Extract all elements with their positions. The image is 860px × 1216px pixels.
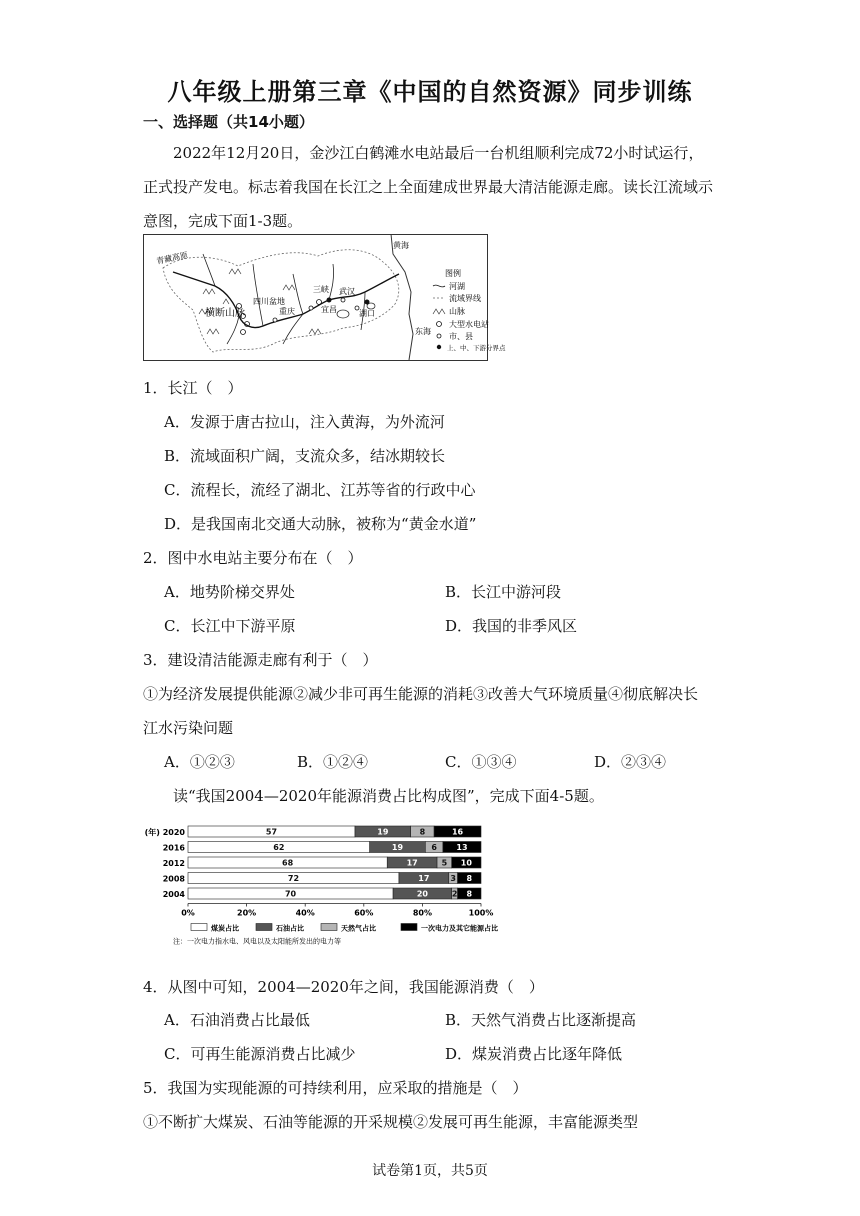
q1-option-d[interactable]: D．是我国南北交通大动脉，被称为“黄金水道” bbox=[164, 515, 477, 533]
bar-data-label: 62 bbox=[273, 843, 285, 852]
legend-swatch bbox=[256, 924, 272, 931]
map-legend-divider: 上、中、下游分界点 bbox=[447, 344, 506, 352]
q5-statement-line-1: ①不断扩大煤炭、石油等能源的开采规模②发展可再生能源，丰富能源类型 bbox=[143, 1113, 639, 1131]
energy-consumption-chart bbox=[143, 822, 498, 960]
legend-label: 一次电力及其它能源占比 bbox=[421, 924, 498, 933]
x-tick-label: 40% bbox=[295, 908, 315, 918]
q2-option-d[interactable]: D．我国的非季风区 bbox=[445, 617, 578, 635]
map-legend-mountain: 山脉 bbox=[449, 307, 465, 316]
q3-statement-line-1: ①为经济发展提供能源②减少非可再生能源的消耗③改善大气环境质量④彻底解决长 bbox=[143, 685, 699, 703]
bar-data-label: 57 bbox=[265, 827, 278, 837]
bar-data-label: 8 bbox=[466, 874, 473, 883]
chart-note: 注：一次电力指水电、风电以及太阳能所发出的电力等 bbox=[173, 937, 341, 946]
q2-option-a[interactable]: A．地势阶梯交界处 bbox=[164, 583, 295, 601]
map-label-yichang: 宜昌 bbox=[321, 305, 337, 314]
bar-data-label: 8 bbox=[466, 889, 473, 899]
intro-line-2: 正式投产发电。标志着我国在长江之上全面建成世界最大清洁能源走廊。读长江流域示 bbox=[143, 178, 714, 196]
year-tick-label: 2012 bbox=[162, 859, 185, 868]
q1-stem: 1．长江（ ） bbox=[143, 379, 243, 397]
map-label-huanghai: 黄海 bbox=[393, 241, 409, 250]
bar-data-label: 8 bbox=[419, 827, 426, 837]
q2-stem: 2．图中水电站主要分布在（ ） bbox=[143, 549, 363, 567]
yangtze-basin-map bbox=[143, 234, 506, 361]
q1-option-c[interactable]: C．流程长，流经了湖北、江苏等省的行政中心 bbox=[164, 481, 476, 499]
map-label-donghai: 东海 bbox=[415, 327, 431, 336]
bar-data-label: 16 bbox=[451, 827, 464, 837]
bar-data-label: 19 bbox=[377, 827, 389, 837]
bar-data-label: 13 bbox=[456, 843, 468, 852]
section-heading: 一、选择题（共14小题） bbox=[143, 113, 314, 131]
q3-option-b[interactable]: B．①②④ bbox=[297, 753, 369, 771]
year-tick-label: 2008 bbox=[162, 874, 185, 884]
q1-option-b[interactable]: B．流域面积广阔，支流众多，结冰期较长 bbox=[164, 447, 446, 465]
year-tick-label: 2016 bbox=[162, 843, 185, 853]
map-label-sichuan: 四川盆地 bbox=[253, 297, 285, 306]
x-tick-label: 100% bbox=[468, 908, 494, 918]
intro-line-1: 2022年12月20日，金沙江白鹤滩水电站最后一台机组顺利完成72小时试运行， bbox=[173, 144, 704, 162]
x-tick-label: 20% bbox=[237, 908, 257, 918]
page-footer: 试卷第1页，共5页 bbox=[372, 1163, 488, 1179]
legend-swatch bbox=[321, 924, 337, 931]
q4-option-a[interactable]: A．石油消费占比最低 bbox=[164, 1011, 310, 1029]
bar-data-label: 6 bbox=[431, 843, 437, 852]
x-tick-label: 60% bbox=[354, 908, 374, 918]
bar-data-label: 2 bbox=[451, 889, 458, 899]
bar-data-label: 70 bbox=[284, 889, 297, 899]
q4-stem: 4．从图中可知，2004—2020年之间，我国能源消费（ ） bbox=[143, 978, 544, 996]
q1-option-a[interactable]: A．发源于唐古拉山，注入黄海，为外流河 bbox=[164, 413, 445, 431]
map-label-hengduan: 横断山脉 bbox=[205, 308, 245, 319]
q2-option-c[interactable]: C．长江中下游平原 bbox=[164, 617, 296, 635]
map-legend-river: 河湖 bbox=[449, 282, 465, 291]
legend-label: 石油占比 bbox=[276, 924, 304, 933]
q4-option-b[interactable]: B．天然气消费占比逐渐提高 bbox=[445, 1011, 637, 1029]
map-legend-city: 市、县 bbox=[449, 332, 473, 341]
q2-option-b[interactable]: B．长江中游河段 bbox=[445, 583, 562, 601]
bar-data-label: 5 bbox=[441, 858, 448, 868]
bar-data-label: 3 bbox=[450, 874, 456, 883]
x-tick-label: 0% bbox=[181, 908, 195, 918]
q4-option-c[interactable]: C．可再生能源消费占比减少 bbox=[164, 1045, 356, 1063]
bar-data-label: 17 bbox=[418, 874, 430, 883]
bar-data-label: 19 bbox=[391, 843, 404, 852]
q3-stem: 3．建设清洁能源走廊有利于（ ） bbox=[143, 651, 378, 669]
legend-label: 天然气占比 bbox=[341, 924, 376, 933]
bar-data-label: 17 bbox=[406, 858, 418, 868]
page-title: 八年级上册第三章《中国的自然资源》同步训练 bbox=[167, 78, 693, 106]
bar-data-label: 20 bbox=[416, 889, 428, 899]
bar-data-label: 72 bbox=[287, 874, 300, 883]
map-label-wuhan: 武汉 bbox=[339, 287, 355, 296]
map-label-plateau: 青藏高原 bbox=[155, 250, 189, 266]
year-tick-label: (年) 2020 bbox=[144, 828, 185, 837]
legend-swatch bbox=[401, 924, 417, 931]
legend-label: 煤炭占比 bbox=[211, 924, 239, 933]
map-label-hukou: 湖口 bbox=[359, 309, 375, 318]
q3-statement-line-2: 江水污染问题 bbox=[143, 719, 234, 737]
map-legend-title: 图例 bbox=[445, 269, 461, 278]
x-tick-label: 80% bbox=[412, 908, 432, 918]
q4-option-d[interactable]: D．煤炭消费占比逐年降低 bbox=[445, 1045, 623, 1063]
q5-stem: 5．我国为实现能源的可持续利用，应采取的措施是（ ） bbox=[143, 1079, 528, 1097]
map-legend-boundary: 流域界线 bbox=[449, 294, 481, 303]
map-label-sanxia: 三峡 bbox=[313, 285, 329, 294]
legend-swatch bbox=[191, 924, 207, 931]
year-tick-label: 2004 bbox=[162, 890, 185, 899]
intro2-line: 读“我国2004—2020年能源消费占比构成图”，完成下面4-5题。 bbox=[173, 787, 604, 805]
map-label-chongqing: 重庆 bbox=[279, 307, 295, 316]
q3-option-d[interactable]: D．②③④ bbox=[594, 753, 667, 771]
q3-option-a[interactable]: A．①②③ bbox=[164, 753, 235, 771]
bar-data-label: 68 bbox=[282, 858, 294, 868]
map-legend-hydro: 大型水电站 bbox=[449, 320, 489, 329]
intro-line-3: 意图，完成下面1-3题。 bbox=[143, 212, 303, 230]
q3-option-c[interactable]: C．①③④ bbox=[445, 753, 517, 771]
bar-data-label: 10 bbox=[460, 858, 472, 868]
